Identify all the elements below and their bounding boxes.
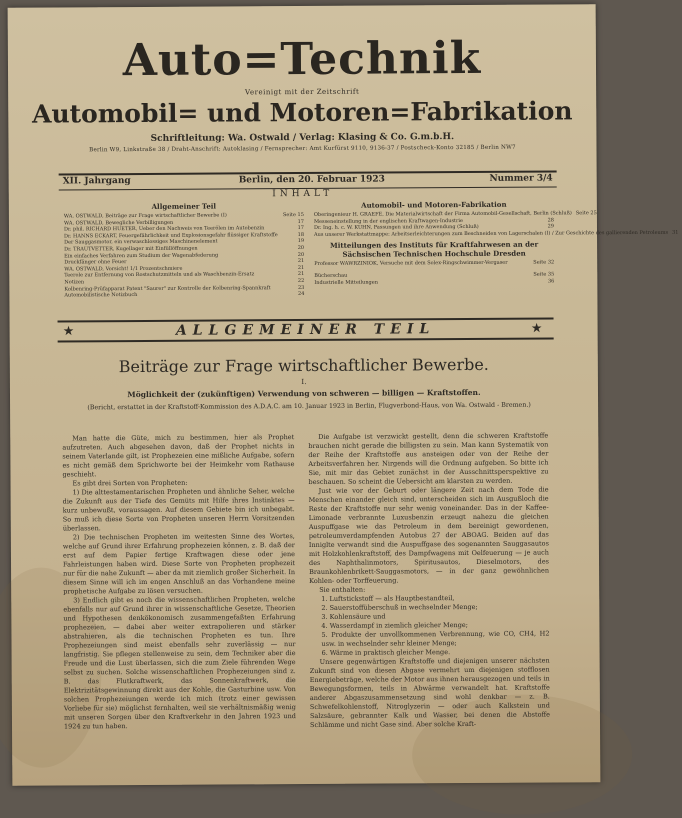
toc-entry-page: 22 bbox=[297, 277, 305, 284]
toc-entry-page: 17 bbox=[297, 225, 304, 232]
masthead-title: Auto=Technik bbox=[122, 32, 482, 87]
toc-entry-page: Seite 32 bbox=[533, 259, 555, 266]
toc-right-heading: Automobil- und Motoren-Fabrikation bbox=[361, 199, 507, 210]
toc-entry-page: 23 bbox=[297, 284, 305, 291]
toc-right-list-3 bbox=[314, 271, 554, 286]
article-subtitle: Möglichkeit der (zukünftigen) Verwendung von schweren — billigen — Kraftstoffen. bbox=[127, 387, 481, 400]
toc-right-list-2 bbox=[314, 260, 554, 268]
toc-entry-page: 28 bbox=[547, 217, 554, 224]
list-item: 4. Wasserdampf in ziemlich gleicher Menge; bbox=[321, 621, 468, 630]
toc-entry-title: Druckfänger ohne Feuer bbox=[64, 259, 127, 266]
toc-entry-page: 24 bbox=[297, 291, 305, 298]
toc-entry-title: Dr. HANNS ECKART, Feuergefährlichkeit und Explosionsgefahr flüssiger Kraftstoffe bbox=[64, 231, 278, 240]
masthead-subtitle: Vereinigt mit der Zeitschrift bbox=[245, 87, 360, 97]
toc-entry-page: 20 bbox=[297, 244, 305, 252]
paragraph: 1) Die alttestamentarischen Propheten und ähnliche Seher, welche die Zukunft aus der Tiefe des Gemüts mit Hilfe ihres Instinktes — kurz unbewußt, voraussagen. Auf diesem Gebiete bin ich unbegabt. So muß ich diese Sorte von Propheten unseren Herrn Vorsitzenden überlassen. bbox=[62, 487, 295, 533]
toc-entry-page: 21 bbox=[297, 271, 305, 278]
toc-entry-title: WA. OSTWALD, Vorsicht! 1/1 Prozentschmiere bbox=[64, 265, 183, 273]
toc-entry-page: 36 bbox=[547, 278, 555, 285]
issue-year: XII. Jahrgang bbox=[62, 176, 131, 187]
toc-entry-page: 17 bbox=[297, 218, 304, 225]
toc-entry-page: 29 bbox=[547, 223, 554, 230]
paragraph: Sie enthalten: bbox=[319, 585, 366, 594]
toc-entry-page: 31 bbox=[672, 229, 679, 236]
toc-entry-title: Messeneinstellung in der englischen Kraftwagen-Industrie bbox=[313, 217, 464, 225]
toc-entry bbox=[314, 278, 554, 286]
toc-right-column bbox=[313, 199, 679, 286]
issue-date: Berlin, den 20. Februar 1923 bbox=[238, 174, 385, 186]
toc-entry-page: 21 bbox=[297, 264, 305, 271]
article-right-column bbox=[308, 432, 550, 730]
article-left-column bbox=[62, 433, 296, 731]
masthead-title-2: Automobil= und Motoren=Fabrikation bbox=[31, 96, 573, 129]
toc-entry-title: Kolbenring-Prüfapparat Patent "Saurer" zur Kontrolle der Kolbenring-Spannkraft bbox=[64, 284, 271, 292]
star-icon: ★ bbox=[63, 324, 80, 338]
toc-entry-title: Bücherschau bbox=[314, 272, 348, 279]
toc-entry bbox=[64, 291, 304, 299]
toc-entry-title: Automobilistische Notizbuch bbox=[64, 292, 138, 299]
paragraph: Es gibt drei Sorten von Propheten: bbox=[72, 478, 188, 488]
article-number: I. bbox=[301, 377, 307, 387]
article-title: Beiträge zur Frage wirtschaftlicher Bewerbe. bbox=[118, 354, 489, 377]
toc-right-list bbox=[313, 210, 679, 238]
paragraph: Man hatte die Güte, mich zu bestimmen, hier als Prophet aufzutreten. Auch abgesehen davon, daß der Prophet nichts in seinem Vaterlande gilt, ist Prophezeien eine mißliche Aufgabe, sofern es nicht gemäß dem Sprichworte bei der Heimkehr vom Rathause geschieht. bbox=[62, 433, 295, 479]
toc-entry-page: Seite 15 bbox=[282, 211, 304, 219]
masthead-address: Berlin W9, Linkstraße 38 / Draht-Anschrift: Autoklasing / Fernsprecher: Amt Kurfürst 9110, 9136-37 / Postscheck-Konto 32185 / Berlin NW7 bbox=[89, 144, 516, 154]
toc-entry-title: Dr. TRAUTVETTER, Kugellager mit Einfüllöffnungen bbox=[64, 245, 198, 253]
toc-entry-title: WA. OSTWALD, Beiträge zur Frage wirtschaftlicher Bewerbe (I) bbox=[63, 212, 227, 220]
toc-entry-title: Aus unserer Werkstattmappe: Arbeitserleichterungen zum Beschneiden von Lagerschalen (I) / Zur Geschichte des gallierenden Petroleums bbox=[314, 229, 669, 238]
list-item: 5. Produkte der unvollkommenen Verbrennung, wie CO, CH4, H2 usw. in wechselnder sehr kleiner Menge; bbox=[321, 629, 550, 648]
toc-entry-page: 18 bbox=[297, 231, 305, 238]
toc-entry-title: Professor WAWRZINIOK, Versuche mit dem Solex-Ringschwimmer-Vergaser bbox=[314, 260, 508, 268]
list-item: 3. Kohlensäure und bbox=[321, 612, 386, 621]
toc-heading: INHALT bbox=[272, 188, 334, 200]
toc-entry-page: 21 bbox=[297, 258, 305, 265]
toc-entry-title: WA. OSTWALD, Bewegliche Verbilligungen bbox=[63, 219, 174, 227]
paragraph: 2) Die technischen Propheten im weitesten Sinne des Wortes, welche auf Grund ihrer Erfahrung prophezeien können, z. B. daß der erst auf dem Papier fertige Kraftwagen diese oder jene Fahrleistungen haben wird. Diese Sorte von Propheten prophezeit nur für die nahe Zukunft — aber da mit ziemlich großer Sicherheit. In diesem Sinne will ich im engen Anschluß an das Vorhandene meine prophetische Aufgabe zu lösen versuchen. bbox=[62, 532, 296, 596]
masthead bbox=[8, 34, 597, 154]
toc-entry-title: Oberingenieur H. GRAEFE, Die Materialwirtschaft der Firma Automobil-Gesellschaft, Berlin (Schluß) bbox=[313, 210, 572, 218]
list-item: 2. Sauerstoffüberschuß in wechselnder Menge; bbox=[321, 602, 478, 612]
paragraph: 3) Endlich gibt es noch die wissenschaftlichen Propheten, welche ebenfalls nur auf Grund ihrer in wissenschaftliche Gesetze, Theorien und Hypothesen denkökonomisch zusammengefaßten Erfahrung prophezeien, — dabei aber weiter extrapolieren und stärker abstrahieren, als die technischen Propheten es tun. Ihre Prophezeiungen sind meist ebenfalls sehr zuverlässig — nur langfristig. Sie pflegen stellenweise zu sein, dem Techniker aber die Freude und die Lust überlassen, sich die zum Ziele führenden Wege selbst zu suchen. Solche wissenschaftlichen Prophezeiungen sind z. B. das Flutkraftwerk, das Sonnenkraftwerk, die Elektrizitätsgewinnung direkt aus der Kohle, die Gasturbine usw. Von solchen Prophezeiungen werde ich mich (trotz einer gewissen Vorliebe für sie) möglichst fernhalten, weil sie verhältnismäßig wenig mit unseren Sorgen über den Kraftverkehr in den Jahren 1923 und 1924 zu tun haben. bbox=[63, 595, 296, 731]
toc-entry-title: Teerole zur Entfernung von Rostschutzmitteln und als Waschbenzin-Ersatz bbox=[64, 271, 255, 279]
paragraph: Just wie vor der Geburt oder längere Zeit nach dem Tode die Menschen einander gleich sind, unterscheiden sich im Ausgußloch die Reste der Kraftstoffe nur sehr wenig voneinander. Das in der Kaffee-Limonade verbrannte Luxusbenzin erzeugt nahezu die gleichen Auspuffgase wie das Petroleum in dem bereinigt gewordenen, petroleumverdampfenden Autobus 27 der ABOAG. Beiden auf das Inniglte verwandt sind die Auspuffgase des sogenannten Sauggasautos mit Holzkohlenkraftstoff, des Dampfwagens mit Oelfeuerung — je auch des Naphthalinmotors, Spiritusautos, Dieselmotors, des Braunkohlenbrikett-Sauggasmotors, — in der ganz gewöhnlichen Kohlen- oder Torffeuerung. bbox=[308, 485, 550, 585]
paragraph: Unsere gegenwärtigen Kraftstoffe und diejenigen unserer nächsten Zukunft sind von diesen Abgase vermehrt um diejenigen stofflosen Energiebeträge, welche der Motor aus ihnen herausgezogen und teils in Bewegungsformen, teils in Abwärme verwandelt hat. Kraftstoffe anderer Abgaszusammensetzung sind wohl denkbar — z. B. Schwefelkohlenstoff, Nitroglyzerin — oder auch Kalkstein und Salzsäure, gebrannter Kalk und Wasser, bei denen die Abstoffe Schlämme und nicht Gase sind. Aber solche Kraft- bbox=[309, 656, 550, 729]
masthead-editors: Schriftleitung: Wa. Ostwald / Verlag: Klasing & Co. G.m.b.H. bbox=[150, 132, 455, 144]
toc-entry bbox=[314, 229, 679, 238]
list-item: 6. Wärme in praktisch gleicher Menge. bbox=[321, 648, 451, 657]
paragraph: Die Aufgabe ist verzwickt gestellt, denn die schweren Kraftstoffe brauchen nicht gerade die billigsten zu sein. Man kann Systematik von der Reihe der Kraftstoffe aus ansteigen oder von der Reihe der Arbeitsverfahren her. Nirgends will die Ordnung aufgeben. So bitte ich Sie, mit mir das Gebiet zunächst in der Ausschnittsperspektive zu beschauen. So scheint die Uebersicht am klarsten zu werden. bbox=[308, 431, 549, 486]
list-item: 1. Luftstickstoff — als Hauptbestandteil, bbox=[321, 594, 455, 603]
toc-entry-page: Seite 25 bbox=[575, 210, 597, 217]
toc-entry-title: Ein einfaches Verfahren zum Studium der Wagenabfederung bbox=[64, 252, 219, 260]
banner-text: ALLGEMEINER TEIL bbox=[175, 321, 436, 339]
toc-entry-title: Der Sauggasmotor, ein verwaschlossiges Maschinenelement bbox=[64, 238, 218, 246]
star-icon: ★ bbox=[531, 321, 548, 335]
newspaper-page bbox=[8, 4, 679, 786]
toc-entry-title: Notizen bbox=[64, 279, 85, 286]
issue-number: Nummer 3/4 bbox=[489, 173, 553, 184]
toc-left-list bbox=[64, 212, 305, 299]
toc-entry-page: 19 bbox=[297, 238, 305, 245]
toc-entry-title: Industrielle Mitteilungen bbox=[314, 279, 378, 286]
toc-entry-title: Dr. phil. RICHARD HUETER, Ueber den Nachweis von Teerölen im Autobenzin bbox=[63, 225, 265, 233]
toc-entry bbox=[314, 260, 554, 268]
toc-entry-page: Seite 35 bbox=[533, 271, 555, 278]
section-banner bbox=[58, 317, 554, 342]
toc-right-heading-2: Mitteilungen des Instituts für Kraftfahrwesen an der Sächsischen Technischen Hochschule Dresden bbox=[329, 239, 539, 260]
toc-entry-title: Dr. Ing. h. c. W. KUHN, Passungen und ihre Anwendung (Schluß) bbox=[313, 224, 479, 232]
toc-left-column bbox=[64, 201, 305, 299]
article-note: (Bericht, erstattet in der Kraftstoff-Kommission des A.D.A.C. am 10. Januar 1923 in Berlin, Flugverbond-Haus, von Wa. Ostwald - Bremen.) bbox=[87, 401, 531, 412]
toc-left-heading: Allgemeiner Teil bbox=[151, 201, 217, 211]
toc-entry-page: 20 bbox=[297, 251, 305, 258]
